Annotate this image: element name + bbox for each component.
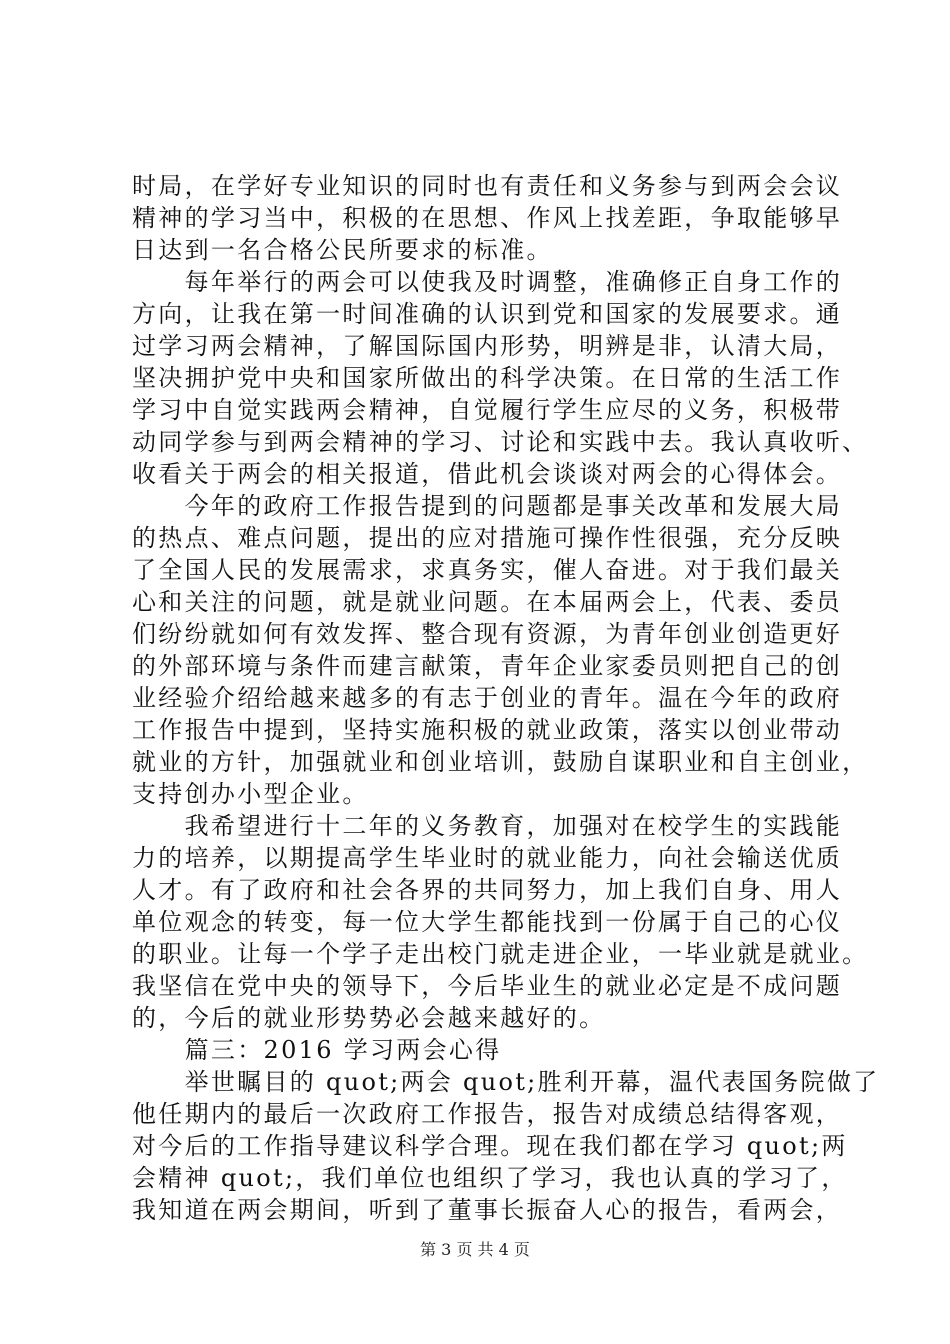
text-line: 就业的方针，加强就业和创业培训，鼓励自谋职业和自主创业， (132, 748, 869, 776)
text-line: 支持创办小型企业。 (132, 780, 369, 808)
page-number-footer: 第 3 页 共 4 页 (420, 1240, 530, 1259)
text-line: 过学习两会精神，了解国际国内形势，明辨是非，认清大局， (132, 332, 843, 360)
text-line: 坚决拥护党中央和国家所做出的科学决策。在日常的生活工作 (132, 364, 843, 392)
text-line: 学习中自觉实践两会精神，自觉履行学生应尽的义务，积极带 (132, 396, 843, 424)
document-body (132, 170, 880, 1226)
section-heading: 篇三：2016 学习两会心得 (132, 1036, 502, 1064)
text-line: 精神的学习当中，积极的在思想、作风上找差距，争取能够早 (132, 204, 843, 232)
text-line: 我坚信在党中央的领导下，今后毕业生的就业必定是不成问题 (132, 972, 843, 1000)
text-line: 的，今后的就业形势势必会越来越好的。 (132, 1004, 606, 1032)
text-line: 时局，在学好专业知识的同时也有责任和义务参与到两会会议 (132, 172, 843, 200)
text-line: 他任期内的最后一次政府工作报告，报告对成绩总结得客观， (132, 1100, 843, 1128)
text-line: 人才。有了政府和社会各界的共同努力，加上我们自身、用人 (132, 876, 843, 904)
text-line: 了全国人民的发展需求，求真务实，催人奋进。对于我们最关 (132, 556, 843, 584)
text-line: 收看关于两会的相关报道，借此机会谈谈对两会的心得体会。 (132, 460, 843, 488)
text-line: 对今后的工作指导建议科学合理。现在我们都在学习 quot;两 (132, 1132, 848, 1160)
text-line: 举世瞩目的 quot;两会 quot;胜利开幕，温代表国务院做了 (132, 1068, 880, 1096)
text-line: 的热点、难点问题，提出的应对措施可操作性很强，充分反映 (132, 524, 843, 552)
text-line: 方向，让我在第一时间准确的认识到党和国家的发展要求。通 (132, 300, 843, 328)
text-line: 工作报告中提到，坚持实施积极的就业政策，落实以创业带动 (132, 716, 843, 744)
text-line: 单位观念的转变，每一位大学生都能找到一份属于自己的心仪 (132, 908, 843, 936)
text-line: 的职业。让每一个学子走出校门就走进企业，一毕业就是就业。 (132, 940, 869, 968)
text-line: 会精神 quot;，我们单位也组织了学习，我也认真的学习了， (132, 1164, 848, 1192)
text-line: 心和关注的问题，就是就业问题。在本届两会上，代表、委员 (132, 588, 843, 616)
text-line: 业经验介绍给越来越多的有志于创业的青年。温在今年的政府 (132, 684, 843, 712)
text-line: 每年举行的两会可以使我及时调整，准确修正自身工作的 (132, 268, 843, 296)
text-line: 日达到一名合格公民所要求的标准。 (132, 236, 553, 264)
text-line: 动同学参与到两会精神的学习、讨论和实践中去。我认真收听、 (132, 428, 869, 456)
text-line: 我知道在两会期间，听到了董事长振奋人心的报告，看两会， (132, 1196, 843, 1224)
text-line: 力的培养，以期提高学生毕业时的就业能力，向社会输送优质 (132, 844, 843, 872)
text-line: 我希望进行十二年的义务教育，加强对在校学生的实践能 (132, 812, 843, 840)
text-line: 今年的政府工作报告提到的问题都是事关改革和发展大局 (132, 492, 843, 520)
text-line: 的外部环境与条件而建言献策，青年企业家委员则把自己的创 (132, 652, 843, 680)
text-line: 们纷纷就如何有效发挥、整合现有资源，为青年创业创造更好 (132, 620, 843, 648)
